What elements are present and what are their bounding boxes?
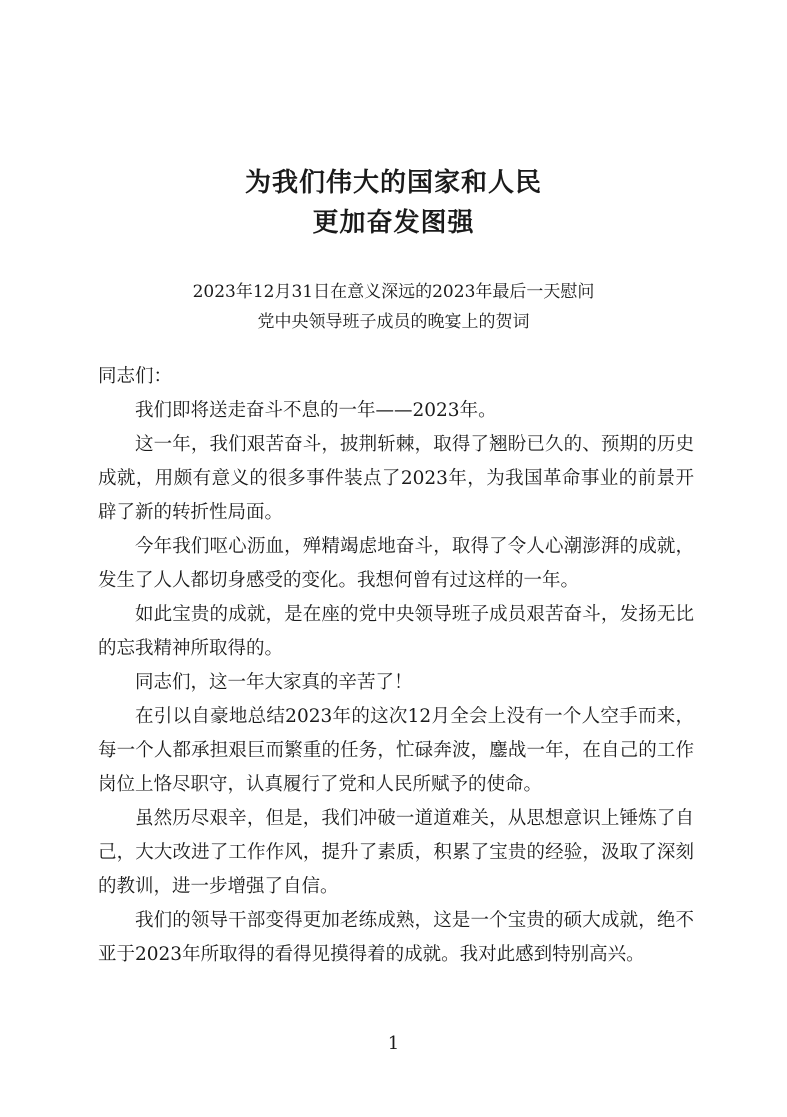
paragraph: 我们即将送走奋斗不息的一年——2023年。 xyxy=(135,400,497,421)
paragraph: 这一年，我们艰苦奋斗，披荆斩棘，取得了翘盼已久的、预期的历史成就，用颇有意义的很多事件装点了2023年，为我国革命事业的前景开辟了新的转折性局面。 xyxy=(98,434,694,523)
title-line-2: 更加奋发图强 xyxy=(312,208,475,238)
subtitle-line-2: 党中央领导班子成员的晚宴上的贺词 xyxy=(257,312,530,332)
document-body xyxy=(98,360,694,972)
paragraph: 我们的领导干部变得更加老练成熟，这是一个宝贵的硕大成就，绝不亚于2023年所取得的看得见摸得着的成就。我对此感到特别高兴。 xyxy=(98,910,694,965)
paragraph: 虽然历尽艰辛，但是，我们冲破一道道难关，从思想意识上锤炼了自己，大大改进了工作作风，提升了素质，积累了宝贵的经验，汲取了深刻的教训，进一步增强了自信。 xyxy=(98,808,694,897)
paragraph: 如此宝贵的成就，是在座的党中央领导班子成员艰苦奋斗，发扬无比的忘我精神所取得的。 xyxy=(98,604,694,659)
salutation: 同志们： xyxy=(98,366,173,387)
title-line-1: 为我们伟大的国家和人民 xyxy=(244,168,542,198)
subtitle-line-1: 2023年12月31日在意义深远的2023年最后一天慰问 xyxy=(192,282,595,302)
paragraph: 同志们，这一年大家真的辛苦了！ xyxy=(135,672,413,693)
paragraph: 今年我们呕心沥血，殚精竭虑地奋斗，取得了令人心潮澎湃的成就，发生了人人都切身感受的变化。我想何曾有过这样的一年。 xyxy=(98,536,694,591)
paragraph: 在引以自豪地总结2023年的这次12月全会上没有一个人空手而来，每一个人都承担艰巨而繁重的任务，忙碌奔波，鏖战一年，在自己的工作岗位上恪尽职守，认真履行了党和人民所赋予的使命。 xyxy=(98,706,694,795)
page-number: 1 xyxy=(387,1033,400,1054)
